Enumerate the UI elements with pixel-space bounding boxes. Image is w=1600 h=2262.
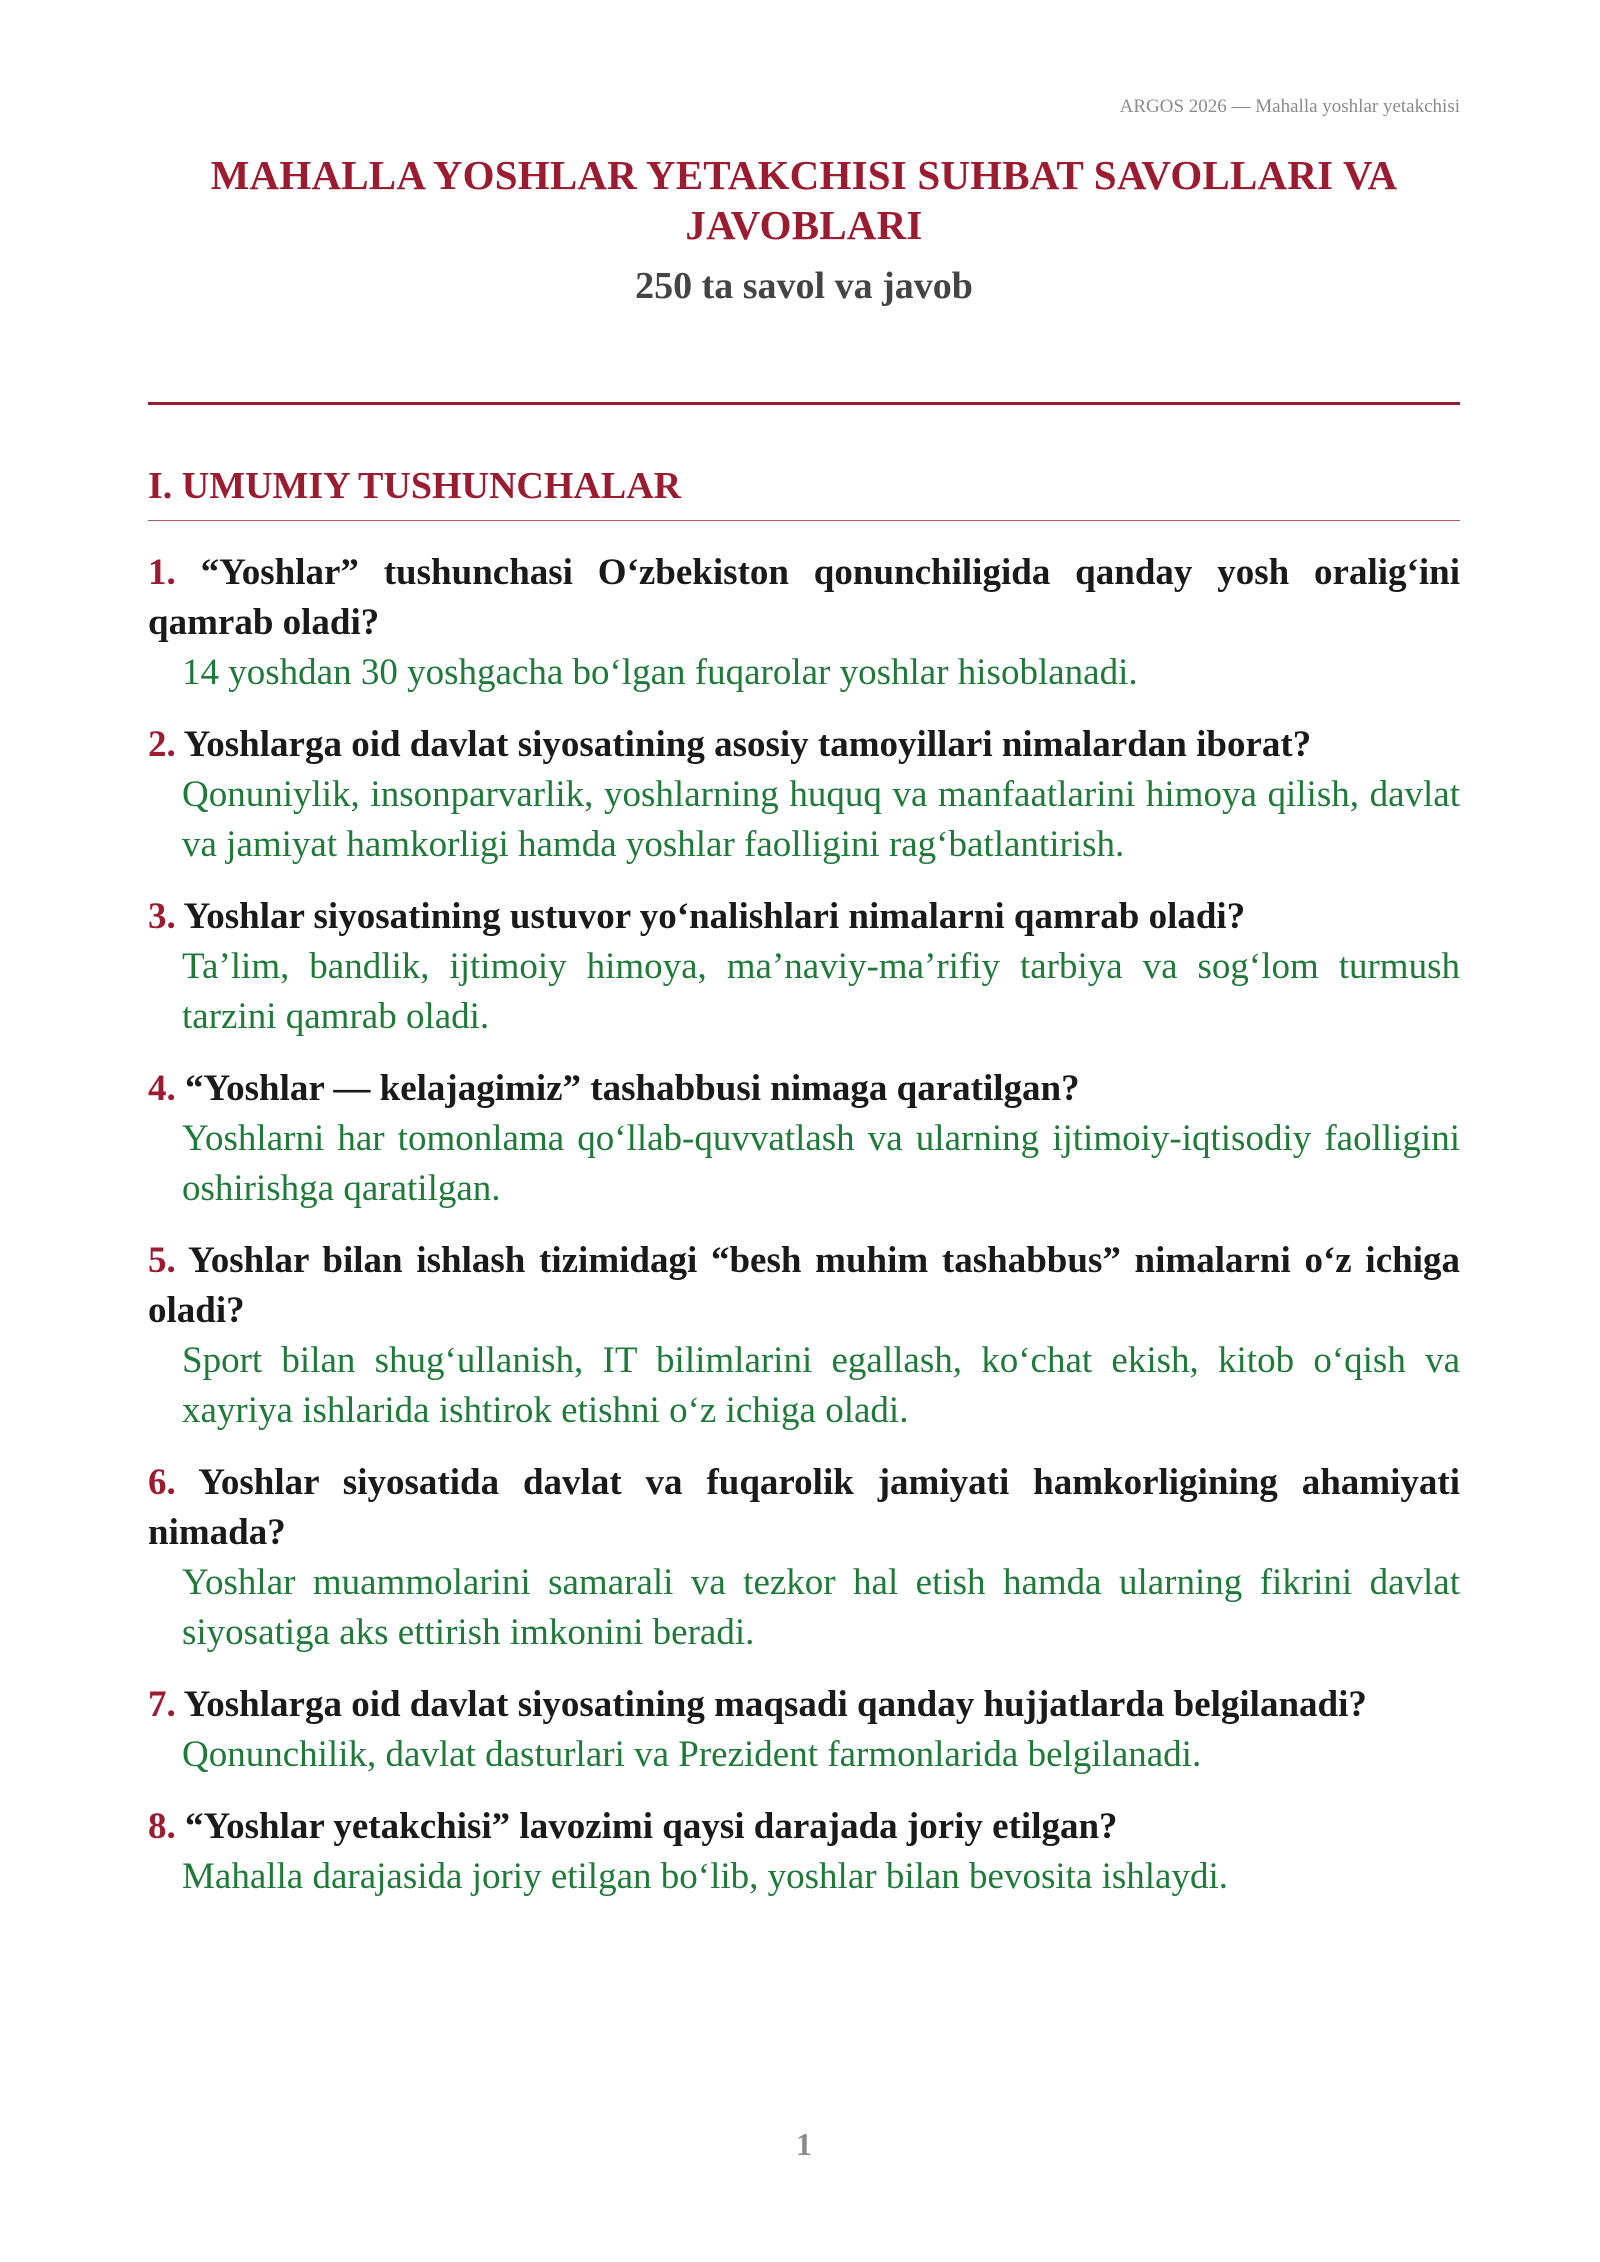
qa-item-1 [148,548,1460,698]
qa-list [148,548,1460,1924]
answer: Ta’lim, bandlik, ijtimoiy himoya, ma’naviy-ma’rifiy tarbiya va sog‘lom turmush tarzini qamrab oladi. [182,946,1460,1037]
section-heading: I. UMUMIY TUSHUNCHALAR [148,465,682,507]
answer: Qonuniylik, insonparvarlik, yoshlarning huquq va manfaatlarini himoya qilish, davlat va jamiyat hamkorligi hamda yoshlar faolligini rag‘batlantirish. [182,774,1460,865]
question-number: 4. [148,1068,176,1109]
question [148,548,1460,648]
document-title: MAHALLA YOSHLAR YETAKCHISI SUHBAT SAVOLLARI VA JAVOBLARI [210,152,1398,248]
question-text: “Yoshlar — kelajagimiz” tashabbusi nimaga qaratilgan? [185,1068,1080,1109]
question-number: 6. [148,1462,176,1503]
qa-item-2 [148,720,1460,870]
question-number: 1. [148,552,176,593]
question-number: 2. [148,724,176,765]
question-text: Yoshlar siyosatida davlat va fuqarolik jamiyati hamkorligining ahamiyati nimada? [148,1462,1460,1553]
title-divider [148,402,1460,405]
question-text: Yoshlar bilan ishlash tizimidagi “besh muhim tashabbus” nimalarni o‘z ichiga oladi? [148,1240,1460,1331]
question [148,1802,1460,1852]
qa-item-4 [148,1064,1460,1214]
qa-item-3 [148,892,1460,1042]
running-header: ARGOS 2026 — Mahalla yoshlar yetakchisi [1119,96,1460,117]
question [148,1064,1460,1114]
question-text: Yoshlarga oid davlat siyosatining maqsadi qanday hujjatlarda belgilanadi? [183,1684,1367,1725]
question-text: Yoshlarga oid davlat siyosatining asosiy tamoyillari nimalardan iborat? [183,724,1312,765]
qa-item-6 [148,1458,1460,1658]
question-number: 7. [148,1684,176,1725]
answer: Qonunchilik, davlat dasturlari va Prezident farmonlarida belgilanadi. [182,1734,1202,1775]
page-number: 1 [796,2126,812,2162]
answer: Sport bilan shug‘ullanish, IT bilimlarini egallash, ko‘chat ekish, kitob o‘qish va xayriya ishlarida ishtirok etishni o‘z ichiga oladi. [182,1340,1460,1431]
question-text: “Yoshlar” tushunchasi O‘zbekiston qonunchiligida qanday yosh oralig‘ini qamrab oladi? [148,552,1460,643]
answer: Yoshlarni har tomonlama qo‘llab-quvvatlash va ularning ijtimoiy-iqtisodiy faolligini oshirishga qaratilgan. [182,1118,1460,1209]
answer: Mahalla darajasida joriy etilgan bo‘lib, yoshlar bilan bevosita ishlaydi. [182,1856,1229,1897]
document-page [148,0,1460,2262]
question-number: 8. [148,1806,176,1847]
question [148,1458,1460,1558]
question-text: “Yoshlar yetakchisi” lavozimi qaysi darajada joriy etilgan? [185,1806,1118,1847]
question-number: 5. [148,1240,176,1281]
question [148,720,1460,770]
question-text: Yoshlar siyosatining ustuvor yo‘nalishlari nimalarni qamrab oladi? [183,896,1246,937]
answer: Yoshlar muammolarini samarali va tezkor hal etish hamda ularning fikrini davlat siyosatiga aks ettirish imkonini beradi. [182,1562,1460,1653]
question [148,1680,1460,1730]
qa-item-5 [148,1236,1460,1436]
question [148,1236,1460,1336]
answer: 14 yoshdan 30 yoshgacha bo‘lgan fuqarolar yoshlar hisoblanadi. [182,652,1138,693]
qa-item-8 [148,1802,1460,1902]
qa-item-7 [148,1680,1460,1780]
question-number: 3. [148,896,176,937]
document-subtitle: 250 ta savol va javob [635,265,973,307]
question [148,892,1460,942]
section-divider [148,520,1460,521]
